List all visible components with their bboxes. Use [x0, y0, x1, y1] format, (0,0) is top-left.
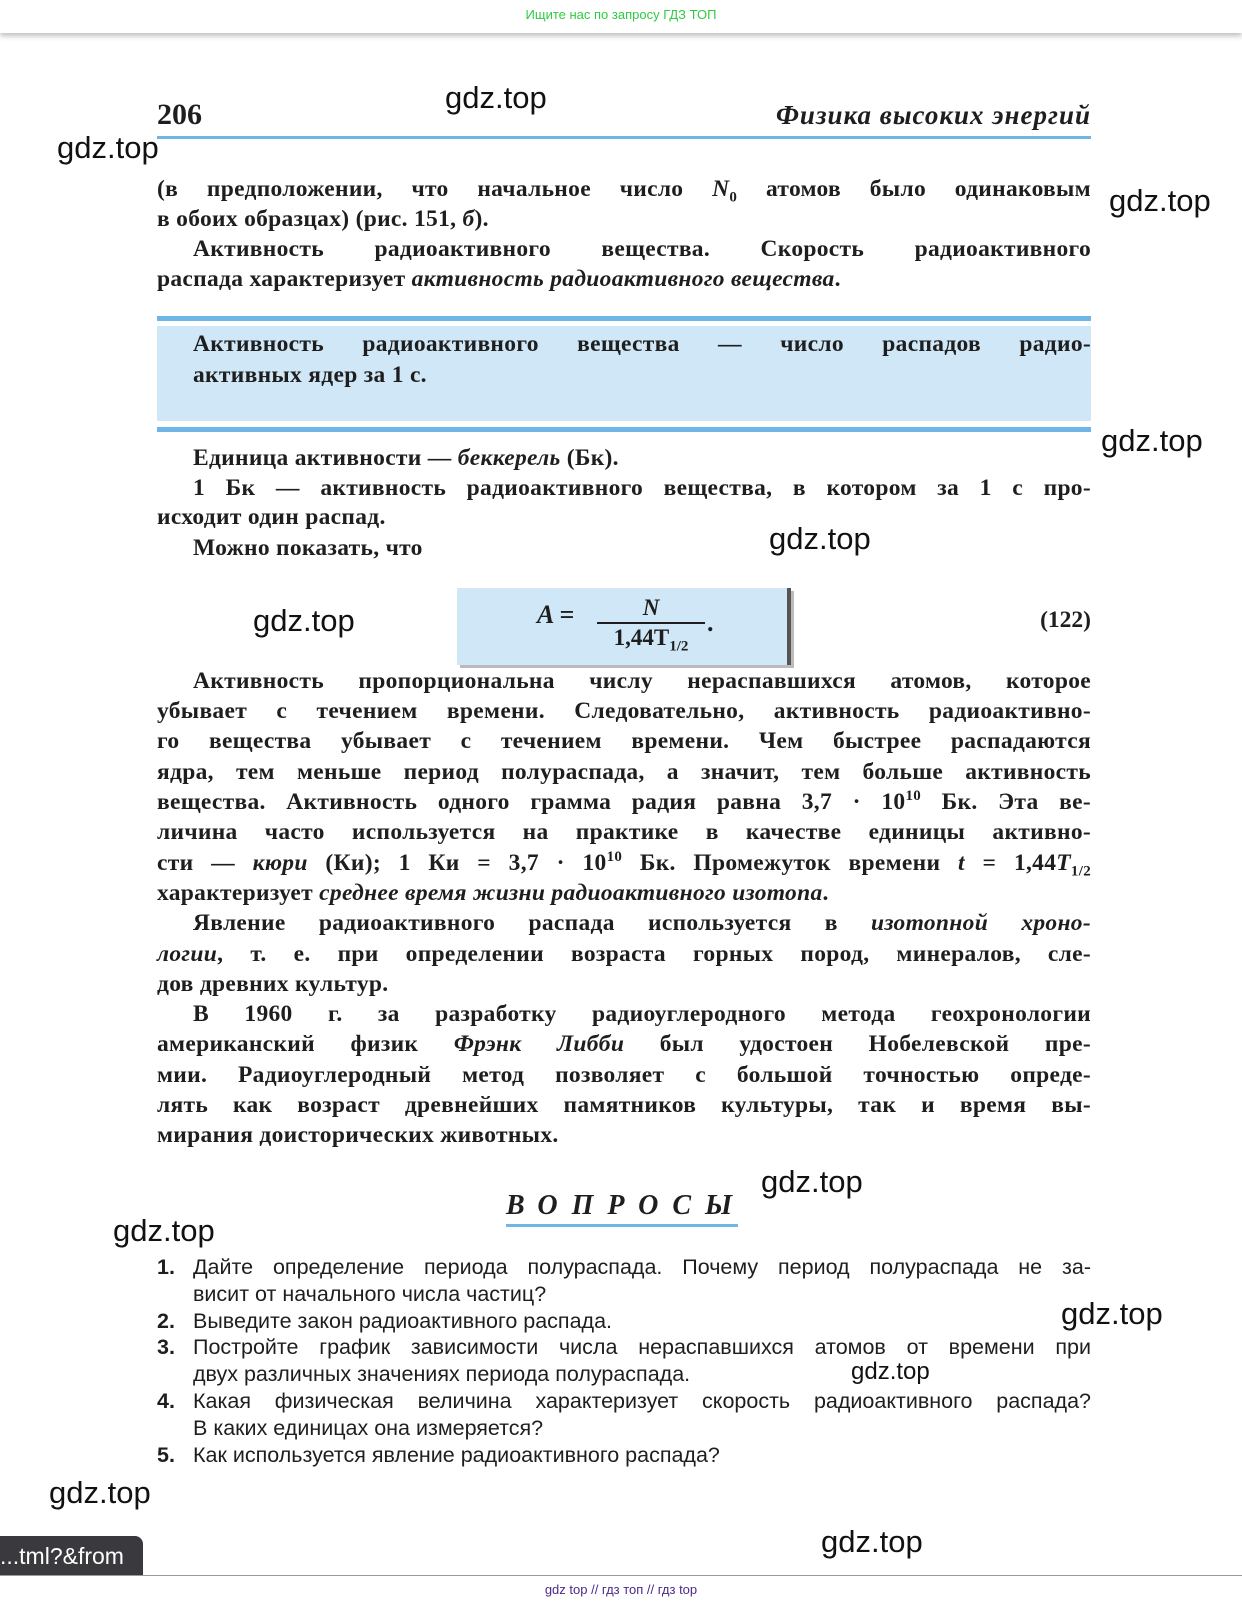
question-text: Какая физическая величина характеризует скорость радиоактивного распада?: [193, 1389, 1091, 1413]
italic-term: t: [958, 850, 965, 876]
text-segment: Активность радиоактивного вещества.: [193, 236, 711, 262]
denominator-subscript: 1/2: [669, 638, 689, 655]
question-text: Постройте график зависимости числа нераспавшихся атомов от времени при: [193, 1335, 1091, 1360]
formula-lhs: A =: [537, 600, 575, 629]
text-line: [193, 908, 1091, 938]
denominator-text: 1,44T: [613, 625, 670, 650]
text-line: [157, 1090, 1091, 1120]
question-text: Выведите закон радиоактивного распада.: [193, 1308, 612, 1333]
question-text: Дайте определение периода полураспада. Почему период полураспада не за-: [193, 1255, 1091, 1279]
text-segment: американский физик: [157, 1031, 454, 1057]
subscript: 0: [729, 189, 738, 206]
text-segment: ).: [474, 206, 489, 232]
text-segment: (Бк).: [560, 445, 619, 471]
text-segment: в обоих образцах) (рис. 151,: [157, 206, 463, 232]
text-segment: Можно показать, что: [193, 535, 423, 561]
watermark: gdz.top: [821, 1524, 923, 1559]
text-line: [157, 939, 1091, 969]
text-line: [157, 969, 1091, 999]
formula-dot: .: [707, 608, 714, 637]
text-line: [193, 234, 1091, 264]
superscript: 10: [606, 849, 623, 866]
text-segment: Активность радиоактивного вещества — число распадов радио-: [193, 331, 1091, 357]
text-segment: сти —: [157, 850, 253, 876]
text-line: [193, 443, 1091, 473]
text-segment: дов древних культур.: [157, 971, 389, 997]
page-number: 206: [157, 98, 202, 131]
watermark: gdz.top: [769, 521, 871, 556]
watermark: gdz.top: [113, 1213, 215, 1248]
text-segment: мирания доисторических животных.: [157, 1122, 559, 1148]
text-line: [157, 787, 1091, 817]
formula-numerator: N: [642, 595, 660, 620]
superscript: 10: [905, 788, 922, 805]
italic-term: среднее время жизни радиоактивного изотопа: [319, 880, 823, 906]
text-segment: Единица активности —: [193, 445, 458, 471]
text-segment: Бк. Эта ве-: [921, 789, 1091, 815]
text-segment: лять как возраст древнейших памятников культуры, так и время вы-: [157, 1092, 1091, 1118]
text-line: [193, 533, 1091, 563]
text-segment: (в предположении, что начальное число: [157, 176, 713, 202]
italic-term: кюри: [252, 850, 308, 876]
text-segment: вещества. Активность одного грамма радия равна 3,7 · 10: [157, 789, 906, 815]
question-text: Как используется явление радиоактивного распада?: [193, 1442, 720, 1467]
watermark: gdz.top: [1101, 423, 1203, 458]
banner-text: Ищите нас по запросу ГДЗ ТОП: [525, 7, 717, 22]
text-line: [157, 817, 1091, 847]
text-segment: убывает с течением времени. Следовательно, активность радиоактивно-: [157, 698, 1091, 724]
question-number: 2.: [157, 1308, 175, 1333]
url-tooltip: [0, 1536, 143, 1576]
watermark: gdz.top: [1109, 183, 1211, 218]
text-segment: был удостоен Нобелевской пре-: [624, 1031, 1091, 1057]
question-number: 4.: [157, 1389, 175, 1413]
text-segment: характеризует: [157, 880, 320, 906]
formula-fraction: [597, 594, 705, 655]
text-line: [157, 1060, 1091, 1090]
italic-term: Фрэнк Либби: [453, 1031, 625, 1057]
text-segment: .: [822, 880, 829, 906]
text-segment: Бк. Промежуток времени: [622, 850, 959, 876]
text-line: [157, 1120, 1091, 1150]
url-tooltip-text: tml?&from...: [0, 1543, 124, 1569]
text-segment: атомов было одинаковым: [737, 176, 1091, 202]
text-segment: .: [834, 266, 841, 292]
text-segment: активных ядер за 1 с.: [193, 362, 427, 388]
italic-term: изотопной хроно-: [871, 910, 1091, 936]
watermark: gdz.top: [1061, 1296, 1163, 1331]
text-segment: Активность пропорциональна числу нераспавшихся атомов, которое: [193, 668, 1091, 694]
equation-number: (122): [1040, 607, 1091, 633]
footer-links[interactable]: gdz top // гдз топ // гдз top: [544, 1582, 698, 1597]
header-rule: [157, 136, 1091, 139]
formula-denominator: [597, 624, 705, 655]
question-number: 3.: [157, 1335, 175, 1360]
text-line: [157, 502, 1091, 532]
text-segment: (Ки); 1 Ки = 3,7 · 10: [307, 850, 607, 876]
text-line: [193, 473, 1091, 503]
italic-term: N: [712, 176, 730, 202]
watermark: gdz.top: [57, 130, 159, 165]
text-segment: ядра, тем меньше период полураспада, а значит, тем больше активность: [157, 759, 1091, 785]
text-line: [157, 726, 1091, 756]
formula-box: [457, 588, 791, 665]
text-segment: мии. Радиоуглеродный метод позволяет с большой точностью опреде-: [157, 1062, 1091, 1088]
text-line: [157, 848, 1091, 878]
watermark: gdz.top: [49, 1475, 151, 1510]
text-line: [193, 329, 1091, 359]
definition-top-rule: [157, 316, 1091, 321]
text-line: [193, 666, 1091, 696]
text-line: [157, 1029, 1091, 1059]
watermark: gdz.top: [761, 1164, 863, 1199]
text-line: [157, 878, 1091, 908]
questions-heading: ВОПРОСЫ: [506, 1190, 738, 1227]
text-line: [157, 264, 1091, 294]
italic-term: беккерель: [457, 445, 561, 471]
text-line: [157, 757, 1091, 787]
question-number: 1.: [157, 1255, 175, 1279]
text-line: [193, 999, 1091, 1029]
text-segment: распада характеризует: [157, 266, 412, 292]
text-segment: В 1960 г. за разработку радиоуглеродного метода геохронологии: [193, 1001, 1091, 1027]
question-text: висит от начального числа частиц?: [193, 1281, 547, 1306]
text-segment: , т. е. при определении возраста горных пород, минералов, сле-: [217, 941, 1091, 967]
watermark: gdz.top: [253, 603, 355, 638]
text-segment: Скорость радиоактивного: [710, 236, 1091, 262]
question-text: В каких единицах она измеряется?: [193, 1415, 544, 1440]
text-segment: го вещества убывает с течением времени. Чем быстрее распадаются: [157, 728, 1091, 754]
text-segment: = 1,44: [964, 850, 1057, 876]
text-line: [157, 696, 1091, 726]
text-line: [157, 204, 1091, 234]
chapter-title: Физика высоких энергий: [775, 100, 1091, 130]
italic-term: б: [462, 206, 475, 232]
text-line: [157, 174, 1091, 204]
text-segment: Явление радиоактивного распада используется в: [193, 910, 872, 936]
italic-term: активность радиоактивного вещества: [411, 266, 835, 292]
watermark: gdz.top: [445, 80, 547, 115]
question-number: 5.: [157, 1442, 175, 1467]
definition-bottom-rule: [157, 427, 1091, 432]
italic-term: логии: [157, 941, 218, 967]
question-text: двух различных значениях периода полураспада.: [193, 1362, 691, 1387]
footer-divider: [0, 1575, 1242, 1576]
subscript: 1/2: [1070, 863, 1091, 880]
text-line: [193, 360, 1091, 390]
text-segment: личина часто используется на практике в качестве единицы активно-: [157, 819, 1091, 845]
italic-term: T: [1056, 850, 1071, 876]
top-banner: [0, 0, 1242, 33]
text-segment: 1 Бк — активность радиоактивного вещества, в котором за 1 с про-: [193, 475, 1091, 501]
watermark: gdz.top: [851, 1358, 930, 1385]
text-segment: исходит один распад.: [157, 504, 386, 530]
